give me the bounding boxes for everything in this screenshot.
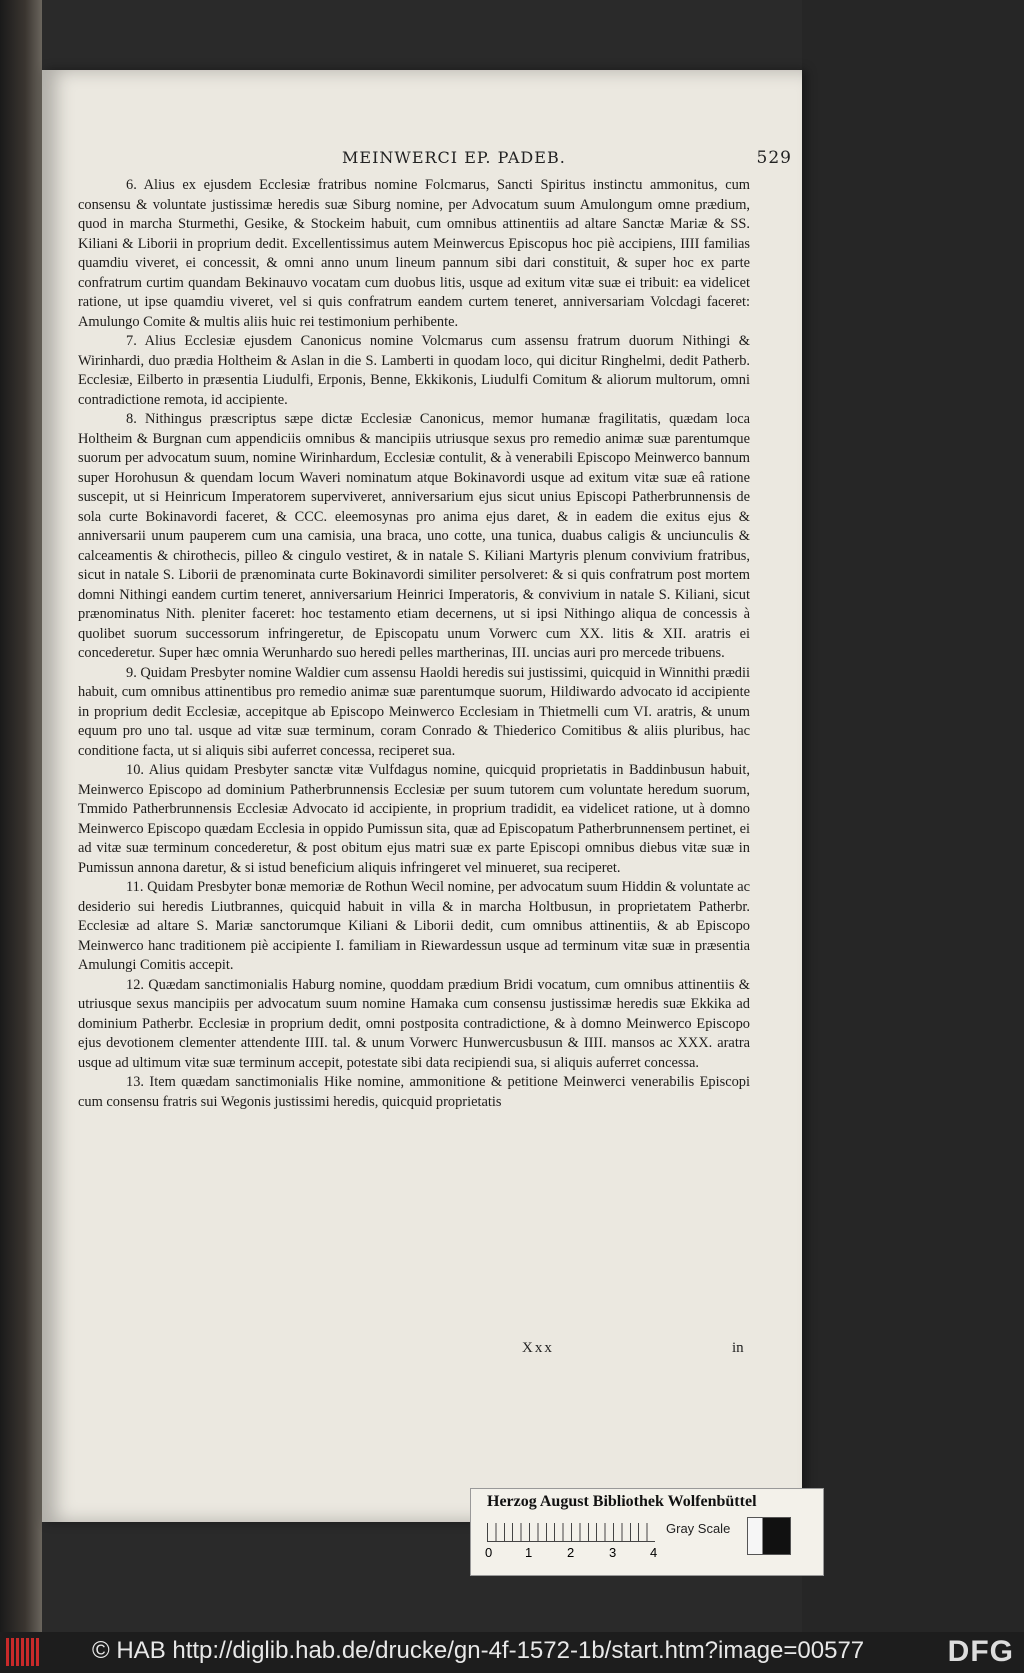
signature-mark: Xxx (522, 1340, 554, 1356)
tick-label: 2 (567, 1545, 575, 1560)
tick-label: 3 (609, 1545, 617, 1560)
paragraph-9: 9. Quidam Presbyter nomine Waldier cum assensu Haoldi heredis sui justissimi, quicquid in Winnithi prædii habuit, cum omnibus attinentibus pro remedio animæ suæ parentumque suorum, Hildiwardo advocato id accipiente in proprium dedit Ecclesiæ, accepitque ab Episcopo Meinwerco Ecclesiam in Thietmelli cum VI. aratris, & unum equum pro uno tal. usque ad vitæ suæ terminum, coram Conrado & Thiederico Comitibus & aliis pluribus, hac conditione facta, ut si aliquis sibi auferret concessa, reciperet sua. (78, 664, 750, 759)
color-calibration-bar (470, 1488, 824, 1576)
library-name: Herzog August Bibliothek Wolfenbüttel (487, 1493, 757, 1510)
gray-scale-label: Gray Scale (666, 1521, 731, 1536)
paragraph-10: 10. Alius quidam Presbyter sanctæ vitæ Vulfdagus nomine, quicquid proprietatis in Baddinbusun habuit, Meinwerco Episcopo ad dominium Patherbrunnensis Ecclesiæ per suum tutorem cum voluntate heredum suorum, Tmmido Patherbrunnensis Ecclesiæ Advocato id accipiente, in proprium tradidit, ea videlicet ratione, ut à domno Meinwerco Episcopo quædam Ecclesia in oppido Pumissun sita, quæ ad Episcopatum Patherbrunnensem pertinet, ei ad vitæ suæ terminum concederetur, & post obitum ejus matri suæ ex parte Episcopi omnibus diebus vitæ suæ in Pumissun annona daretur, & si istud beneficium aliquis infringeret vel minueret, sua reciperet. (78, 762, 750, 876)
gray-wedge (747, 1517, 791, 1555)
hab-logo-icon (6, 1638, 48, 1666)
scale-ruler (487, 1523, 655, 1542)
tick-label: 1 (525, 1545, 533, 1560)
dfg-logo: DFG (947, 1635, 1014, 1668)
viewer-gutter (0, 0, 42, 1632)
running-title: MEINWERCI EP. PADEB. (342, 148, 566, 167)
page-body (78, 176, 750, 1112)
viewer-background (802, 0, 1024, 1632)
tick-label: 4 (650, 1545, 658, 1560)
viewer-footer (0, 1632, 1024, 1673)
paragraph-13: 13. Item quædam sanctimonialis Hike nomine, ammonitione & petitione Meinwerci venerabilis Episcopi cum consensu fratris sui Wegonis justissimi heredis, quicquid proprietatis (78, 1074, 750, 1110)
paragraph-7: 7. Alius Ecclesiæ ejusdem Canonicus nomine Volcmarus cum assensu fratrum duorum Nithingi & Wirinhardi, duo prædia Holtheim & Aslan in die S. Lamberti in quodam loco, qui dicitur Ringhelmi, dedit Patherb. Ecclesiæ, Eilberto in præsentia Liudulfi, Erponis, Benne, Ekkikonis, Liudulfi Comitum & aliorum multorum, omni contradictione remota, id accipiente. (78, 333, 750, 408)
paragraph-8: 8. Nithingus præscriptus sæpe dictæ Ecclesiæ Canonicus, memor humanæ fragilitatis, quædam loca Holtheim & Burgnan cum appendiciis omnibus & mancipiis utriusque sexus pro remedio animæ suæ parentumque suorum per advocatum suum, nomine Wirinhardum, Ecclesiæ contulit, & à venerabili Episcopo Meinwerco bannum super Horohusun & quendam locum Waveri nominatum atque Bokinavordi usque ad exitum vitæ suæ eâ ratione suscepit, ut si Heinricum Imperatorem superviveret, anniversarium ejus sicut unius Episcopi Patherbrunnensis de sola curte Bokinavordi faceret, & CCC. eleemosynas pro anima ejus daret, & in eadem die exitus ejus & anniversarii unum pauperem cum una camisia, una braca, uno cotte, una tunica, duabus caligis & unciunculis & calceamentis & chirothecis, pilleo & cingulo vestiret, & in natale S. Kiliani Martyris plenum convivium fratribus, sicut in natale S. Liborii de prænominata curte Bokinavordi similiter persolveret: & si quis confratrum post mortem domni Nithingi eandem curtim teneret, anniversarium Heinrici Imperatoris, & convivium in natale S. Kiliani, sicut prænominatus Nith. pleniter faceret: hoc testamento etiam decernens, ut si ipsi Nithingo aliqua de concessis à quolibet suorum successorum infringeretur, de Episcopatu unum Vorwerc cum XX. litis & XII. aratris ei concederetur. Super hæc omnia Werunhardo suo heredi pelles martherinas, III. uncias auri pro mercede tribuens. (78, 411, 750, 661)
image-url-link[interactable]: © HAB http://diglib.hab.de/drucke/gn-4f-1572-1b/start.htm?image=00577 (92, 1637, 865, 1664)
book-page (42, 70, 802, 1522)
page-number: 529 (756, 148, 792, 168)
paragraph-12: 12. Quædam sanctimonialis Haburg nomine, quoddam prædium Bridi vocatum, cum omnibus attinentiis & utriusque sexus mancipiis per advocatum suum nomine Hamaka cum consensu justissimæ heredis suæ Ekkika ad dominium Patherbr. Ecclesiæ in proprium dedit, omni postposita contradictione, & à domno Meinwerco Episcopo ejus devotionem clementer attendente IIII. tal. & unum Vorwerc Hunwercusbusun & IIII. mansos ac XXX. aratra usque ad ultimum vitæ suæ terminum accepit, potestate sibi data recipiendi sua, si aliquis auferret concessa. (78, 976, 750, 1071)
tick-label: 0 (485, 1545, 493, 1560)
paragraph-11: 11. Quidam Presbyter bonæ memoriæ de Rothun Wecil nomine, per advocatum suum Hiddin & voluntate ac desiderio sui heredis Liutbrannes, quicquid habuit in villa & in marcha Holtbusun, in proprietatem Patherbr. Ecclesiæ ad altare S. Mariæ sanctorumque Kiliani & Liborii dedit, cum omnibus attinentiis, & ab Episcopo Meinwerco hanc traditionem piè accipiente I. familiam in Riewardessun usque ad terminum vitæ suæ in præsentia Amulungi Comitis accepit. (78, 879, 750, 973)
catchword: in (732, 1340, 744, 1356)
paragraph-6: 6. Alius ex ejusdem Ecclesiæ fratribus nomine Folcmarus, Sancti Spiritus instinctu ammonitus, cum consensu & voluntate justissimæ heredis suæ Siburg nomine, per Advocatum suum Amulongum omne prædium, quod in marcha Sturmethi, Gesike, & Stockeim habuit, cum omnibus attinentiis ad altare Sanctæ Mariæ & SS. Kiliani & Liborii in proprium dedit. Excellentissimus autem Meinwercus Episcopus hoc piè accipiens, IIII familias quamdiu viveret, ei concessit, & omni anno unum lineum pannum sibi dari constituit, & super hoc ex parte confratrum curtim quandam Bekinauvo vocatam cum duobus litis, usque ad exitum vitæ suæ ei tribuit: ea videlicet ratione, ut ipse quamdiu viveret, vel si quis confratrum eandem curtem teneret, anniversariam Volcdagi faceret: Amulungo Comite & multis aliis huic rei testimonium perhibente. (78, 177, 750, 330)
